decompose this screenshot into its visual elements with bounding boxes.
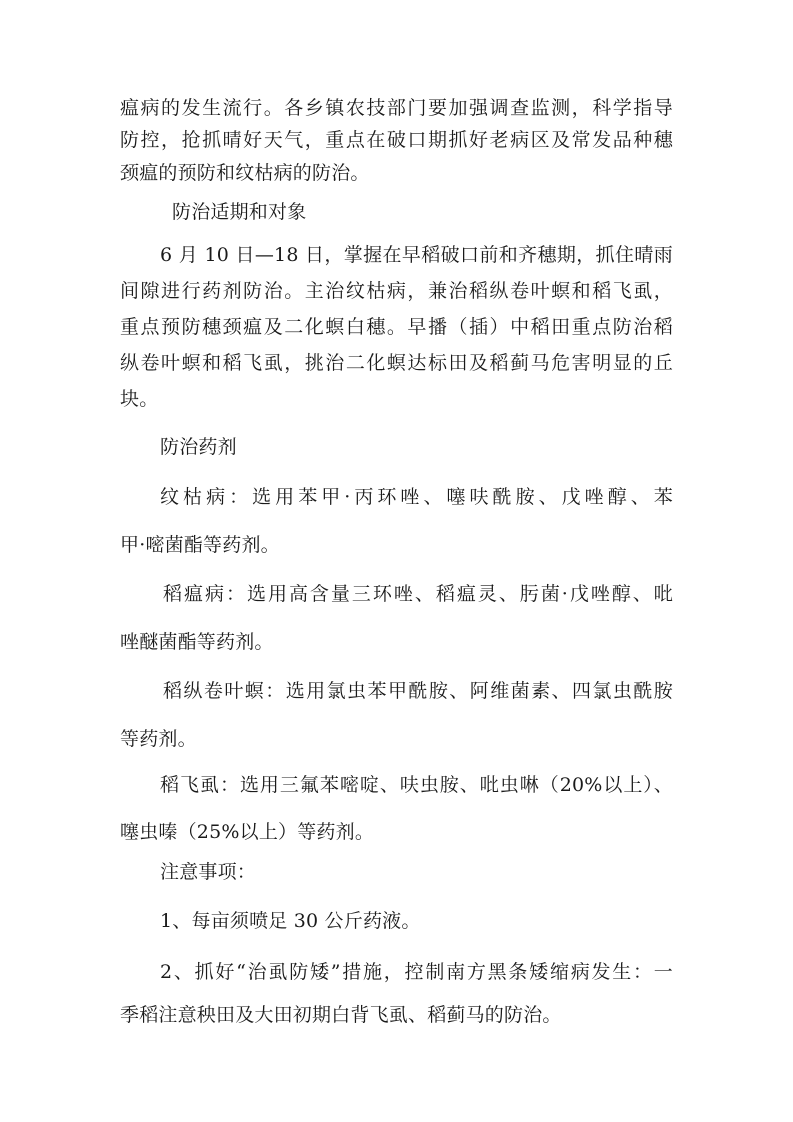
paragraph-line: 纵卷叶螟和稻飞虱，挑治二化螟达标田及稻蓟马危害明显的丘 [120, 352, 673, 374]
paragraph-line: 唑醚菌酯等药剂。 [120, 631, 274, 653]
section-heading: 防治适期和对象 [172, 201, 307, 223]
paragraph-line: 重点预防穗颈瘟及二化螟白穗。早播（插）中稻田重点防治稻 [120, 316, 673, 338]
paragraph-line: 瘟病的发生流行。各乡镇农技部门要加强调查监测，科学指导 [120, 97, 673, 119]
paragraph-line: 甲·嘧菌酯等药剂。 [120, 534, 280, 556]
paragraph-line: 稻瘟病：选用高含量三环唑、稻瘟灵、肟菌·戊唑醇、吡 [163, 583, 673, 605]
paragraph-line: 稻飞虱：选用三氟苯嘧啶、呋虫胺、吡虫啉（20%以上）、 [160, 774, 673, 796]
section-heading: 防治药剂 [160, 436, 237, 458]
section-heading: 注意事项： [160, 861, 257, 883]
paragraph-line: 1、每亩须喷足 30 公斤药液。 [160, 910, 421, 932]
paragraph-line: 颈瘟的预防和纹枯病的防治。 [120, 162, 370, 184]
paragraph-line: 噻虫嗪（25%以上）等药剂。 [120, 821, 375, 843]
paragraph-line: 防控，抢抓晴好天气，重点在破口期抓好老病区及常发品种穗 [120, 129, 673, 151]
paragraph-line: 等药剂。 [120, 728, 197, 750]
paragraph-line: 2、抓好“治虱防矮”措施，控制南方黑条矮缩病发生：一 [160, 961, 673, 983]
paragraph-line: 块。 [120, 388, 159, 410]
paragraph-line: 季稻注意秧田及大田初期白背飞虱、稻蓟马的防治。 [120, 1004, 562, 1026]
paragraph-line: 6 月 10 日—18 日，掌握在早稻破口前和齐穗期，抓住晴雨 [160, 244, 673, 266]
paragraph-line: 间隙进行药剂防治。主治纹枯病，兼治稻纵卷叶螟和稻飞虱， [120, 280, 673, 302]
paragraph-line: 稻纵卷叶螟：选用氯虫苯甲酰胺、阿维菌素、四氯虫酰胺 [163, 680, 673, 702]
paragraph-line: 纹枯病：选用苯甲·丙环唑、噻呋酰胺、戊唑醇、苯 [160, 486, 673, 508]
